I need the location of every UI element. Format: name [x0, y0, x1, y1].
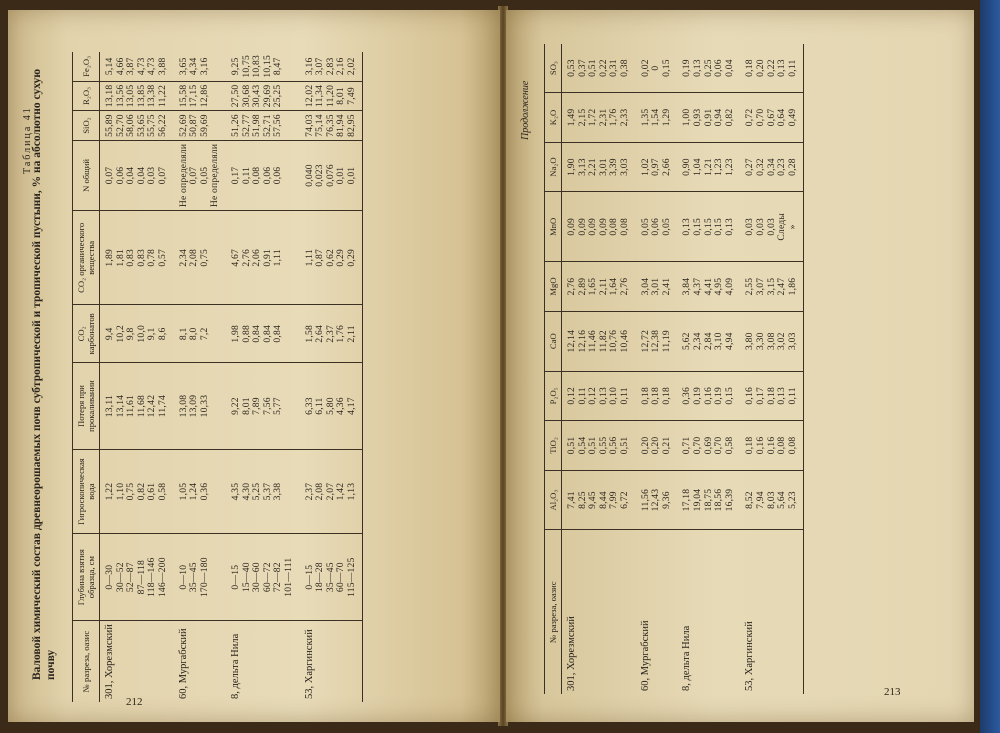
column-header: R₂O₃ — [73, 81, 100, 111]
data-cell: 15,58 17,15 12,86 — [174, 81, 226, 111]
data-cell: 52,69 50,87 59,69 — [174, 111, 226, 141]
data-cell: 1,58 2,64 2,37 1,76 2,11 — [300, 305, 363, 363]
site-name-cell: 53, Харгинский — [740, 530, 803, 694]
column-header: Глубина взятия образца, см — [73, 534, 100, 621]
site-name-cell: 60, Мургабский — [177, 628, 189, 699]
site-name-cell: 53, Харгинский — [300, 621, 363, 702]
data-cell: 0,53 0,37 0,51 0,22 0,31 0,38 — [562, 44, 636, 93]
continuation-label: Продолжение — [520, 80, 531, 140]
site-name-cell: 301, Хорезмский — [566, 616, 577, 691]
data-cell: 7,41 8,25 9,45 8,44 7,99 6,72 — [562, 470, 636, 530]
data-cell: 13,08 13,09 10,33 — [174, 363, 226, 450]
table-body — [562, 44, 804, 694]
data-cell: 2,76 2,89 1,65 2,11 1,64 2,76 — [562, 262, 636, 312]
table-row — [174, 52, 226, 702]
data-cell: 0,02 0 0,15 — [636, 44, 678, 93]
table-row — [677, 44, 740, 694]
column-header: CO₂ органического вещества — [73, 211, 100, 305]
table-row — [740, 44, 803, 694]
data-cell: 0,90 1,04 1,21 1,23 1,23 — [677, 142, 740, 192]
data-cell: 0,36 0,19 0,16 0,19 0,15 — [677, 371, 740, 421]
data-cell: 12,72 12,38 11,19 — [636, 311, 678, 371]
site-name-cell: 301, Хорезмский — [104, 624, 115, 699]
table-number-label: Таблица 41 — [22, 106, 33, 174]
data-cell: 0,07 0,06 0,04 0,04 0,03 0,07 — [100, 140, 174, 210]
column-header: MgO — [545, 262, 562, 312]
data-cell: 1,22 1,10 0,75 0,82 0,61 0,58 — [100, 449, 174, 533]
data-cell: 0,040 0,023 0,076 0,01 0,01 — [300, 140, 363, 210]
data-cell: 0,20 0,20 0,21 — [636, 421, 678, 471]
data-cell: 13,18 13,56 13,05 13,85 13,38 11,22 — [100, 81, 174, 111]
data-cell: 0,27 0,32 0,34 0,23 0,28 — [740, 142, 803, 192]
left-page — [8, 10, 500, 722]
column-header: CO₂ карбонатов — [73, 305, 100, 363]
table-row — [636, 44, 678, 694]
data-cell: 3,80 3,30 3,08 3,02 3,03 — [740, 311, 803, 371]
data-cell: Не определяли 0,07 0,05 Не определяли — [174, 140, 226, 210]
data-cell: 11,56 12,43 9,36 — [636, 470, 678, 530]
column-header: K₂O — [545, 93, 562, 143]
data-cell: 8,52 7,94 8,03 5,64 5,23 — [740, 470, 803, 530]
data-cell: 1,49 2,15 1,72 2,31 1,76 2,33 — [562, 93, 636, 143]
data-cell: 13,11 13,14 11,61 11,68 12,42 11,74 — [100, 363, 174, 450]
column-header: P₂O₅ — [545, 371, 562, 421]
data-cell: 0—15 15—40 30—60 60—72 72—82 101—111 — [226, 534, 300, 621]
left-page-rotated-content — [8, 10, 500, 722]
right-page — [506, 10, 974, 722]
page-number-left: 212 — [126, 696, 143, 708]
data-cell: 9,25 10,75 10,83 10,15 8,47 — [226, 52, 300, 81]
data-cell: 3,84 4,37 4,41 4,95 4,09 — [677, 262, 740, 312]
data-cell: 3,16 3,07 2,83 2,16 2,02 — [300, 52, 363, 81]
data-cell: 27,50 30,68 30,43 29,69 25,25 — [226, 81, 300, 111]
data-cell: 0,05 0,06 0,05 — [636, 192, 678, 262]
site-name-cell: 60, Мургабский — [639, 620, 651, 691]
column-header: CaO — [545, 311, 562, 371]
data-cell: 9,4 10,2 9,8 10,0 9,1 8,6 — [100, 305, 174, 363]
data-cell: 1,98 0,88 0,84 0,84 0,84 — [226, 305, 300, 363]
data-cell: 9,22 8,01 7,89 7,56 5,77 — [226, 363, 300, 450]
data-cell: 2,55 3,07 3,15 2,47 1,86 — [740, 262, 803, 312]
data-cell: 6,33 6,11 5,80 4,36 4,17 — [300, 363, 363, 450]
data-cell: 1,02 0,97 2,66 — [636, 142, 678, 192]
data-cell: 0,13 0,15 0,15 0,15 0,13 — [677, 192, 740, 262]
data-cell: 0,09 0,09 0,09 0,09 0,08 0,08 — [562, 192, 636, 262]
column-header: TiO₂ — [545, 421, 562, 471]
table-row — [100, 52, 174, 702]
column-header: SiO₂ — [73, 111, 100, 141]
data-cell: 2,34 2,08 0,75 — [174, 211, 226, 305]
column-header: N общий — [73, 140, 100, 210]
data-cell: 51,26 52,77 51,98 52,71 57,56 — [226, 111, 300, 141]
data-cell: 0,17 0,11 0,08 0,06 0,06 — [226, 140, 300, 210]
data-cell: 0,51 0,54 0,51 0,55 0,56 0,51 — [562, 421, 636, 471]
data-cell: 12,02 11,34 11,20 8,01 7,49 — [300, 81, 363, 111]
chemical-composition-table-left — [72, 52, 363, 702]
data-cell: 1,05 1,24 0,36 — [174, 449, 226, 533]
data-cell: 1,89 1,81 0,83 0,83 0,78 0,57 — [100, 211, 174, 305]
chemical-composition-table-right — [544, 44, 804, 694]
data-cell: 0—10 35—45 170—180 — [174, 534, 226, 621]
data-cell: 12,14 12,16 11,46 11,82 10,76 10,46 — [562, 311, 636, 371]
header-row — [73, 52, 100, 702]
right-page-rotated-content — [506, 10, 974, 722]
column-header: Na₂O — [545, 142, 562, 192]
table-title: Валовой химический состав древнеорошаемых почв субтропической и тропической пустыни, % на абсолютно сухую почву — [31, 68, 57, 680]
data-cell: 5,14 4,66 3,87 4,73 4,73 3,88 — [100, 52, 174, 81]
header-row — [545, 44, 562, 694]
data-cell: 4,67 2,76 2,06 0,91 1,11 — [226, 211, 300, 305]
data-cell: 0,71 0,70 0,69 0,70 0,58 — [677, 421, 740, 471]
column-header: Потеря при прокаливании — [73, 363, 100, 450]
data-cell: 1,00 0,93 0,91 0,94 0,82 — [677, 93, 740, 143]
data-cell: 0,72 0,70 0,67 0,64 0,49 — [740, 93, 803, 143]
column-header: Гигроскопическая вода — [73, 449, 100, 533]
data-cell: 0,18 0,16 0,16 0,08 0,08 — [740, 421, 803, 471]
data-cell: 8,1 8,0 7,2 — [174, 305, 226, 363]
page-number-right: 213 — [884, 686, 901, 698]
data-cell: 17,18 19,04 18,75 18,56 16,39 — [677, 470, 740, 530]
data-cell: 0—30 30—52 52—87 87—118 118—146 146—200 — [100, 534, 174, 621]
data-cell: 0,18 0,20 0,22 0,13 0,11 — [740, 44, 803, 93]
data-cell: 1,11 0,87 0,62 0,29 0,29 — [300, 211, 363, 305]
data-cell: 5,62 2,34 2,84 3,10 4,94 — [677, 311, 740, 371]
data-cell: 3,04 3,01 2,41 — [636, 262, 678, 312]
blue-background-edge — [980, 0, 1000, 733]
data-cell: 55,89 52,70 58,06 53,65 55,75 56,22 — [100, 111, 174, 141]
data-cell: 0—15 18—28 35—45 60—70 115—125 — [300, 534, 363, 621]
site-name-cell: 8, дельта Нила — [229, 633, 241, 699]
data-cell: 1,35 1,54 1,29 — [636, 93, 678, 143]
column-header: Al₂O₃ — [545, 470, 562, 530]
table-body — [100, 52, 363, 702]
site-name-cell: 8, дельта Нила — [681, 625, 693, 691]
column-header: SO₃ — [545, 44, 562, 93]
data-cell: 0,18 0,18 0,18 — [636, 371, 678, 421]
data-cell: 2,37 2,08 2,07 1,42 1,13 — [300, 449, 363, 533]
data-cell: 0,12 0,11 0,12 0,13 0,10 0,11 — [562, 371, 636, 421]
table-row — [300, 52, 363, 702]
data-cell: 4,35 4,30 5,25 5,37 3,38 — [226, 449, 300, 533]
data-cell: 3,65 4,34 3,16 — [174, 52, 226, 81]
column-header: № разреза, оазис — [545, 530, 562, 694]
column-header: Fe₂O₃ — [73, 52, 100, 81]
data-cell: 0,19 0,13 0,25 0,06 0,04 — [677, 44, 740, 93]
data-cell: 0,03 0,03 0,03 Следы » — [740, 192, 803, 262]
data-cell: 74,03 75,14 76,35 81,94 82,95 — [300, 111, 363, 141]
column-header: № разреза, оазис — [73, 621, 100, 702]
table-row — [226, 52, 300, 702]
table-row — [562, 44, 636, 694]
data-cell: 0,16 0,17 0,18 0,13 0,11 — [740, 371, 803, 421]
column-header: MnO — [545, 192, 562, 262]
data-cell: 1,90 3,13 2,21 3,01 3,39 3,03 — [562, 142, 636, 192]
